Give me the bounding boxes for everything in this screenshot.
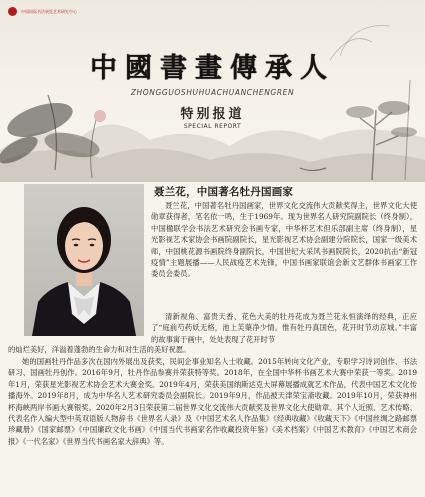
publisher-logo [8,7,101,16]
article-headline: 聂兰花，中国著名牡丹国画家 [154,186,294,198]
artist-portrait [24,184,144,336]
artistic-style-paragraph: 清新视角、富贵天香、花色大美的牡丹花成为聂兰花永恒演绎的经典，正应了“庭前芍药妖无格，池上芙蕖净少情。惟有牡丹真国色，花开时节动京城。”丰富的故事寓于画中，处处表现了花开时节 [151,312,417,344]
magazine-title: 中國書畫傳承人 [90,53,335,84]
section-title-english: SPECIAL REPORT [183,123,242,130]
portrait-figure-illustration [24,184,144,336]
artistic-style-paragraph-end: 的灿烂美好，洋溢着蓬勃的生命力和对生活的美好祝愿。 [8,345,191,354]
magazine-title-pinyin: ZHONGGUOSHUHUACHUANCHENGREN [130,88,295,97]
achievements-paragraph: 她的国画牡丹作品多次在国内外展出及获奖，民间企事业知名人士收藏。2015年转向文化产业，专职学习诗词创作、书法研习、国画牡丹创作。2016年9月，牡丹作品参赛并荣获特等奖。2018年，在全国中华杯书画艺术大赛中荣获一等奖。2019年1月，荣获星光影视艺术协会艺术大赛金奖。2019年4月，荣获美国纳斯达克大屏幕展播成就艺术作品，代表中国艺术文化传播海外。2019年8月，成为中华名人艺术研究委员会副院长。2019年9月，作品被天津荣宝斋收藏。2019年10月，荣获神州杯海峡两岸书画大赛银奖。2020年2月3日荣获第二届世界文化交流伟大贡献奖及世界文化大使勋章。其个人近照、艺术传略、代表名作入编大型中英双语版人物辞书《世界名人录》及《中国艺术名人作品集》《经典收藏》《收藏天下》《中国丝绸之路邮票珍藏册》《国家邮票》《中国廉政文化书画》《中国当代书画家名作收藏投资年鉴》《美术档案》《中国艺术教育》《中国艺术商会报》《一代名家》《世界当代书画名家大辞典》等。 [8,357,417,446]
logo-seal-icon [8,7,17,16]
section-title: 特别报道 [180,107,245,122]
header-banner [0,0,425,182]
logo-text: 中国国际书法展览艺术研究中心 [21,9,77,14]
artist-biography: 聂兰花，中国著名牡丹国画家，世界文化交流伟大贡献奖得主，世界文化大使勋章获得者，笔名依一鸣，生于1969年。现为世界名人研究院副院长（终身制），中国楹联学会书法艺术研究会书画专家，中华杯艺术但乐部副主席（终身制），星光影视艺术家协会书画院副院长，星光影视艺术协会副建分院院长，国家一级美术师，中国桃花源书画院终身副院长，中国世纪大采风书画院院长，2020抗击“新冠疫情”主题展播——人民战疫艺术先锋，中国书画家联谊会新文艺群体书画家工作委员会委员。 [151,201,417,279]
